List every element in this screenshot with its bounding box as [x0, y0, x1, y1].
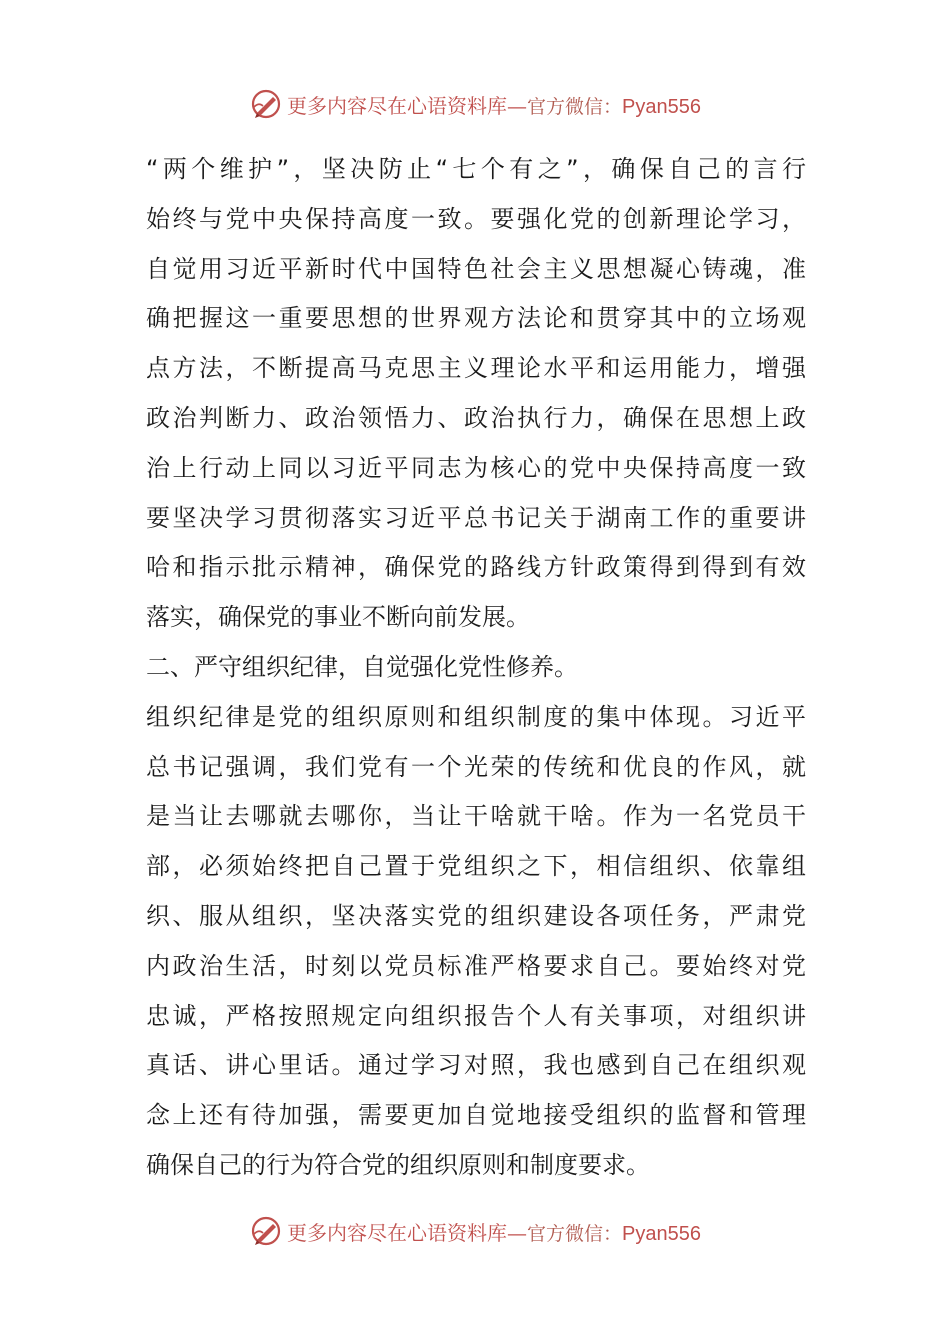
- text-line: 政治判断力、政治领悟力、政治执行力，确保在思想上政: [146, 403, 806, 432]
- text-line: 是当让去哪就去哪你，当让干啥就干啥。作为一名党员干: [146, 802, 806, 831]
- text-line: 总书记强调，我们党有一个光荣的传统和优良的作风，就: [146, 752, 806, 781]
- text-line: 要坚决学习贯彻落实习近平总书记关于湖南工作的重要讲: [146, 503, 806, 532]
- watermark-wechat-id: Pyan556: [622, 1222, 701, 1245]
- text-line: 哈和指示批示精神，确保党的路线方针政策得到得到有效: [146, 553, 806, 582]
- section-heading: 二、严守组织纪律，自觉强化党性修养。: [146, 652, 578, 681]
- watermark-title: 更多内容尽在心语资料库: [287, 93, 507, 118]
- watermark-wechat-label: 官方微信：: [527, 1222, 623, 1245]
- text-line: 确保自己的行为符合党的组织原则和制度要求。: [146, 1150, 650, 1179]
- text-line: 落实，确保党的事业不断向前发展。: [146, 603, 530, 632]
- text-line: 组织纪律是党的组织原则和组织制度的集中体现。习近平: [146, 702, 806, 731]
- watermark-dash: —: [507, 1220, 527, 1245]
- text-line: 部，必须始终把自己置于党组织之下，相信组织、依靠组: [146, 852, 806, 881]
- document-body: [146, 145, 806, 1191]
- text-line: 内政治生活，时刻以党员标准严格要求自己。要始终对党: [146, 951, 806, 980]
- footer-watermark: [0, 1211, 950, 1251]
- text-line: 织、服从组织，坚决落实党的组织建设各项任务，严肃党: [146, 901, 806, 930]
- text-line: “两个维护”，坚决防止“七个有之”，确保自己的言行: [146, 155, 806, 183]
- watermark-title: 更多内容尽在心语资料库: [287, 1220, 507, 1245]
- watermark-wechat-id: Pyan556: [622, 95, 701, 118]
- watermark-wechat-label: 官方微信：: [527, 95, 623, 118]
- header-watermark: [0, 84, 950, 124]
- text-line: 治上行动上同以习近平同志为核心的党中央保持高度一致: [146, 453, 806, 482]
- text-line: 真话、讲心里话。通过学习对照，我也感到自己在组织观: [146, 1051, 806, 1080]
- text-line: 始终与党中央保持高度一致。要强化党的创新理论学习，: [146, 204, 806, 233]
- text-line: 念上还有待加强，需要更加自觉地接受组织的监督和管理: [146, 1101, 806, 1130]
- text-line: 确把握这一重要思想的世界观方法论和贯穿其中的立场观: [146, 304, 806, 333]
- text-line: 忠诚，严格按照规定向组织报告个人有关事项，对组织讲: [146, 1001, 806, 1030]
- pen-logo-icon: [249, 1214, 283, 1248]
- pen-logo-icon: [249, 87, 283, 121]
- watermark-dash: —: [507, 93, 527, 118]
- text-line: 点方法，不断提高马克思主义理论水平和运用能力，增强: [146, 354, 806, 383]
- text-line: 自觉用习近平新时代中国特色社会主义思想凝心铸魂，准: [146, 254, 806, 283]
